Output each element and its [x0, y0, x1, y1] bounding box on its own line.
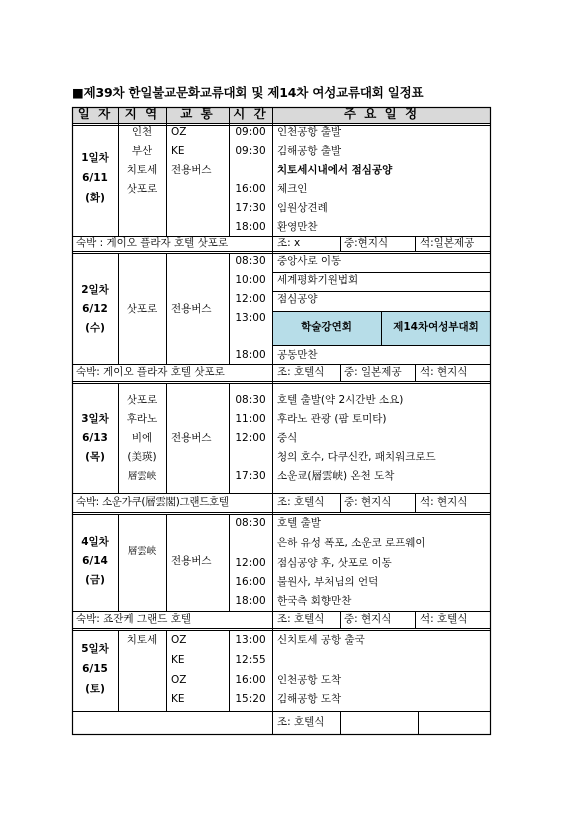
day-label: 2일차 [81, 284, 109, 296]
time: 15:20 [235, 693, 266, 705]
transport: OZ [171, 126, 187, 138]
schedule-item: 점심공양 후, 삿포로 이동 [277, 557, 392, 569]
time: 09:30 [235, 145, 266, 157]
schedule-item: 호텔 출발(약 2시간반 소요) [277, 394, 404, 406]
lodging-lunch: 중:현지식 [344, 237, 389, 249]
lodging-hotel: 숙박: 죠잔케 그랜드 호텔 [76, 613, 191, 625]
schedule-item: 점심공양 [277, 293, 318, 305]
schedule-item: 공동만찬 [277, 349, 318, 361]
time: 09:00 [235, 126, 266, 138]
lodging-dinner: 석:일본제공 [420, 237, 475, 249]
lodging-breakfast: 조: 호텔식 [277, 366, 325, 378]
schedule-item: 체크인 [277, 183, 308, 195]
schedule-item: 중식 [277, 432, 298, 444]
day-weekday: (금) [85, 574, 105, 586]
lodging-dinner: 석: 현지식 [420, 366, 468, 378]
region: 層雲峡 [127, 471, 157, 482]
day-weekday: (토) [85, 683, 105, 695]
schedule-item: 한국측 회향만찬 [277, 595, 352, 607]
day-weekday: (목) [85, 451, 105, 463]
lodging-breakfast: 조: 호텔식 [277, 716, 325, 728]
lodging-hotel: 숙박: 소운가쿠(層雲閣)그랜드호텔 [76, 496, 229, 508]
time: 16:00 [235, 183, 266, 195]
time: 13:00 [235, 312, 266, 324]
time: 18:00 [235, 349, 266, 361]
schedule-item: 김해공항 도착 [277, 693, 342, 705]
lodging-lunch: 중: 현지식 [344, 613, 392, 625]
region: 인천 [131, 126, 153, 138]
time: 12:00 [235, 293, 266, 305]
day-weekday: (화) [85, 192, 105, 204]
lodging-hotel: 숙박: 게이오 플라자 호텔 삿포로 [76, 366, 225, 378]
schedule-item: 김해공항 출발 [277, 145, 342, 157]
region: 비에 [131, 432, 153, 444]
transport: KE [171, 693, 185, 705]
schedule-item: 불원사, 부처님의 언덕 [277, 576, 379, 588]
time: 12:00 [235, 432, 266, 444]
time: 16:00 [235, 576, 266, 588]
region: 치토세 [126, 164, 158, 176]
transport: KE [171, 654, 185, 666]
schedule-item: 중앙사로 이동 [277, 255, 342, 267]
time: 12:55 [235, 654, 266, 666]
schedule-item: 임원상견례 [277, 202, 328, 214]
lodging-dinner: 석: 현지식 [420, 496, 468, 508]
region: 부산 [131, 145, 153, 157]
schedule-item: 인천공항 도착 [277, 674, 342, 686]
time: 13:00 [235, 634, 266, 646]
header-region: 지 역 [124, 106, 160, 121]
schedule-item: 소운쿄(層雲峡) 온천 도착 [277, 470, 395, 482]
time: 08:30 [235, 517, 266, 529]
time: 17:30 [235, 470, 266, 482]
lodging-breakfast: 조: 호텔식 [277, 496, 325, 508]
region: 삿포로 [126, 394, 158, 406]
day-label: 3일차 [81, 413, 109, 425]
time: 17:30 [235, 202, 266, 214]
transport: 전용버스 [171, 164, 212, 176]
region: (美瑛) [127, 451, 157, 463]
schedule-item: 후라노 관광 (팜 토미타) [277, 413, 387, 425]
lodging-hotel: 숙박 : 게이오 플라자 호텔 삿포로 [76, 237, 229, 249]
region: 후라노 [126, 413, 158, 425]
schedule-item: 치토세시내에서 점심공양 [277, 164, 393, 176]
time: 18:00 [235, 595, 266, 607]
schedule-item: 인천공항 출발 [277, 126, 342, 138]
day-label: 5일차 [81, 643, 109, 655]
day-date: 6/15 [82, 663, 108, 675]
time: 10:00 [235, 274, 266, 286]
time: 16:00 [235, 674, 266, 686]
lodging-breakfast: 조: 호텔식 [277, 613, 325, 625]
transport: KE [171, 145, 185, 157]
region: 치토세 [126, 634, 158, 646]
time: 18:00 [235, 221, 266, 233]
time: 08:30 [235, 394, 266, 406]
time: 08:30 [235, 255, 266, 267]
region: 層雲峡 [127, 546, 157, 557]
lodging-dinner: 석: 호텔식 [420, 613, 468, 625]
day-label: 4일차 [81, 536, 109, 548]
transport: OZ [171, 634, 187, 646]
lodging-lunch: 중: 현지식 [344, 496, 392, 508]
transport: 전용버스 [171, 555, 212, 567]
region: 삿포로 [126, 183, 158, 195]
transport: 전용버스 [171, 303, 212, 315]
womens-conference: 제14차여성부대회 [393, 321, 479, 333]
transport: 전용버스 [171, 432, 212, 444]
schedule-item: 청의 호수, 다쿠신칸, 패치워크로드 [277, 451, 436, 463]
schedule-item: 세계평화기원법회 [277, 274, 359, 286]
schedule-item: 환영만찬 [277, 221, 318, 233]
header-transport: 교 통 [180, 106, 215, 121]
lodging-lunch: 중: 일본제공 [344, 366, 402, 378]
schedule-item: 호텔 출발 [277, 517, 321, 529]
day-weekday: (수) [85, 322, 105, 334]
day-label: 1일차 [81, 152, 109, 164]
page-title: ■제39차 한일불교문화교류대회 및 제14차 여성교류대회 일정표 [72, 85, 424, 100]
region: 삿포로 [126, 303, 158, 315]
schedule-item: 은하 유성 폭포, 소운코 로프웨이 [277, 537, 426, 549]
header-schedule: 주 요 일 정 [343, 106, 420, 121]
header-date: 일 자 [77, 106, 113, 121]
day-date: 6/14 [82, 555, 108, 567]
schedule-item: 신치토세 공항 출국 [277, 634, 365, 646]
day-date: 6/11 [82, 172, 108, 184]
lodging-breakfast: 조: x [277, 237, 301, 249]
time: 11:00 [235, 413, 266, 425]
lecture-session: 학술강연회 [301, 321, 352, 333]
transport: OZ [171, 674, 187, 686]
day-date: 6/13 [82, 432, 108, 444]
time: 12:00 [235, 557, 266, 569]
header-time: 시 간 [233, 106, 268, 121]
day-date: 6/12 [82, 303, 108, 315]
